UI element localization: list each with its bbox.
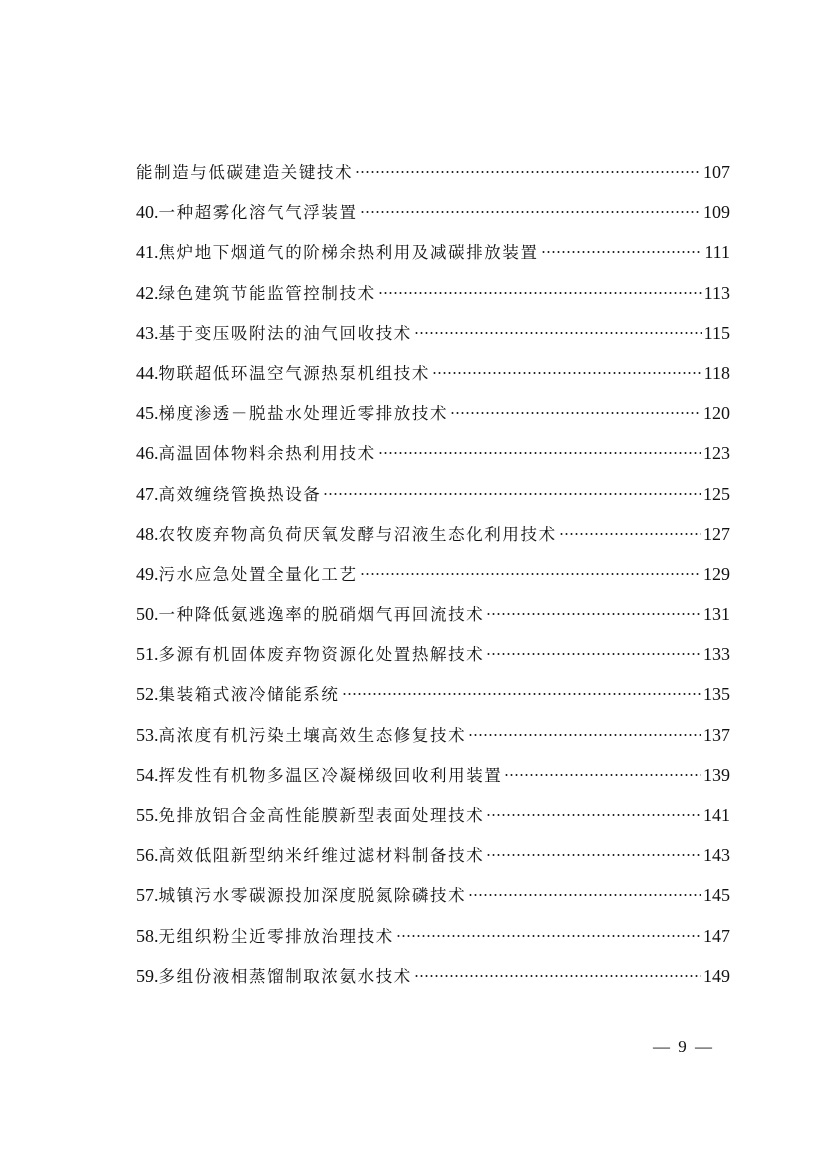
dot-leader (396, 934, 701, 938)
toc-entry-title (136, 358, 430, 389)
toc-entry-number: 43. (136, 322, 159, 343)
toc-entry-page: 118 (703, 362, 730, 383)
toc-entry[interactable] (136, 278, 730, 318)
toc-entry-title (136, 760, 502, 791)
toc-entry-page: 143 (703, 845, 730, 866)
table-of-contents (136, 157, 730, 1001)
toc-entry[interactable] (136, 679, 730, 719)
toc-entry[interactable] (136, 599, 730, 639)
dot-leader (355, 170, 701, 174)
dot-leader (414, 331, 702, 335)
toc-entry-text: 多组份液相蒸馏制取浓氨水技术 (158, 966, 412, 986)
toc-entry-page: 137 (703, 724, 730, 745)
toc-entry-title (136, 438, 376, 469)
toc-entry[interactable] (136, 961, 730, 1001)
toc-entry-title (136, 840, 484, 871)
toc-entry[interactable] (136, 800, 730, 840)
dot-leader (468, 893, 701, 897)
toc-entry-page: 141 (703, 805, 730, 825)
toc-entry-page: 149 (703, 965, 730, 986)
toc-entry[interactable] (136, 237, 730, 277)
toc-entry-title (136, 961, 412, 992)
toc-entry[interactable] (136, 479, 730, 519)
toc-entry-number: 45. (136, 403, 159, 424)
toc-entry[interactable] (136, 157, 730, 197)
toc-entry-number: 46. (136, 443, 159, 464)
toc-entry-number: 47. (136, 483, 159, 504)
toc-entry-text: 高温固体物料余热利用技术 (158, 444, 376, 464)
toc-entry-text: 基于变压吸附法的油气回收技术 (158, 323, 412, 343)
dot-leader (378, 451, 701, 455)
toc-entry-title (136, 479, 321, 510)
toc-entry-page: 135 (703, 684, 730, 705)
toc-entry-page: 147 (703, 925, 730, 946)
toc-entry-text: 集装箱式液冷储能系统 (158, 685, 340, 705)
toc-entry-number: 54. (136, 764, 159, 785)
dot-leader (486, 652, 701, 656)
toc-entry[interactable] (136, 318, 730, 358)
toc-entry-title (136, 197, 358, 228)
toc-entry[interactable] (136, 559, 730, 599)
toc-entry-page: 109 (703, 202, 730, 223)
toc-entry-number: 56. (136, 845, 159, 866)
dot-leader (360, 572, 701, 576)
toc-entry-text: 多源有机固体废弃物资源化处置热解技术 (158, 645, 485, 665)
toc-entry-page: 123 (703, 443, 730, 464)
toc-entry-text: 无组织粉尘近零排放治理技术 (158, 926, 394, 946)
toc-entry-number: 49. (136, 563, 159, 584)
toc-entry-title (136, 157, 353, 188)
toc-entry[interactable] (136, 921, 730, 961)
toc-entry-number: 42. (136, 282, 159, 303)
dot-leader (378, 291, 702, 295)
dot-leader (342, 692, 702, 696)
toc-entry-number: 41. (136, 242, 159, 263)
dot-leader (486, 813, 701, 817)
toc-entry-text: 高浓度有机污染土壤高效生态修复技术 (158, 725, 467, 745)
dot-leader (504, 773, 701, 777)
toc-entry-title (136, 800, 484, 831)
toc-entry-title (136, 278, 376, 309)
toc-entry-text: 焦炉地下烟道气的阶梯余热利用及减碳排放装置 (158, 243, 539, 263)
toc-entry-number: 50. (136, 604, 159, 625)
toc-entry-text: 一种降低氨逃逸率的脱硝烟气再回流技术 (158, 605, 485, 625)
toc-entry-title (136, 398, 448, 429)
toc-entry-page: 125 (703, 483, 730, 504)
toc-entry[interactable] (136, 519, 730, 559)
toc-entry[interactable] (136, 639, 730, 679)
toc-entry-number: 52. (136, 684, 159, 705)
toc-entry-page: 107 (703, 162, 730, 182)
toc-entry-number: 57. (136, 885, 159, 906)
toc-entry-page: 111 (704, 242, 730, 263)
toc-entry-title (136, 519, 557, 550)
toc-entry-title (136, 639, 484, 670)
dot-leader (323, 492, 701, 496)
toc-entry-number: 53. (136, 724, 159, 745)
toc-entry-text: 污水应急处置全量化工艺 (158, 564, 358, 584)
toc-entry[interactable] (136, 880, 730, 920)
dot-leader (541, 250, 703, 254)
toc-entry[interactable] (136, 398, 730, 438)
toc-entry-page: 133 (703, 644, 730, 665)
toc-entry-title (136, 237, 539, 268)
toc-entry-text: 高效低阻新型纳米纤维过滤材料制备技术 (158, 846, 485, 866)
dot-leader (468, 733, 701, 737)
dot-leader (486, 612, 701, 616)
toc-entry[interactable] (136, 760, 730, 800)
toc-entry-page: 131 (703, 604, 730, 625)
dot-leader (360, 210, 701, 214)
toc-entry-title (136, 880, 466, 911)
toc-entry-page: 115 (703, 322, 730, 343)
toc-entry-text: 免排放铝合金高性能膜新型表面处理技术 (158, 806, 485, 825)
toc-entry[interactable] (136, 358, 730, 398)
toc-entry-page: 120 (703, 403, 730, 424)
toc-entry-title (136, 921, 394, 952)
toc-entry[interactable] (136, 720, 730, 760)
toc-entry-text: 城镇污水零碳源投加深度脱氮除磷技术 (158, 886, 467, 906)
toc-entry-number: 44. (136, 362, 159, 383)
toc-entry-text: 高效缠绕管换热设备 (158, 484, 322, 504)
toc-entry-page: 127 (703, 523, 730, 544)
toc-entry-text: 能制造与低碳建造关键技术 (136, 163, 354, 182)
toc-entry-title (136, 720, 466, 751)
dot-leader (432, 371, 702, 375)
toc-entry-title (136, 599, 484, 630)
toc-entry-page: 145 (703, 885, 730, 906)
dot-leader (414, 974, 701, 978)
page-number: — 9 — (653, 1037, 714, 1056)
toc-entry-page: 129 (703, 563, 730, 584)
toc-entry[interactable] (136, 840, 730, 880)
toc-entry-title (136, 559, 358, 590)
toc-entry-text: 梯度渗透－脱盐水处理近零排放技术 (158, 404, 449, 424)
toc-entry-number: 55. (136, 805, 159, 825)
toc-entry-text: 挥发性有机物多温区冷凝梯级回收利用装置 (158, 765, 503, 785)
toc-entry-number: 51. (136, 644, 159, 665)
toc-entry-text: 绿色建筑节能监管控制技术 (158, 283, 376, 303)
toc-entry-number: 40. (136, 202, 159, 223)
toc-entry-number: 58. (136, 925, 159, 946)
toc-entry-text: 物联超低环温空气源热泵机组技术 (158, 363, 430, 383)
toc-entry-text: 一种超雾化溶气气浮装置 (158, 203, 358, 223)
dot-leader (559, 532, 701, 536)
dot-leader (486, 853, 701, 857)
toc-entry-number: 59. (136, 965, 159, 986)
toc-entry[interactable] (136, 438, 730, 478)
toc-entry-text: 农牧废弃物高负荷厌氧发酵与沼液生态化利用技术 (158, 524, 557, 544)
toc-entry-page: 139 (703, 764, 730, 785)
toc-entry-number: 48. (136, 523, 159, 544)
toc-entry-title (136, 318, 412, 349)
dot-leader (450, 411, 701, 415)
toc-entry-title (136, 679, 340, 710)
toc-entry-page: 113 (703, 282, 730, 303)
toc-entry[interactable] (136, 197, 730, 237)
